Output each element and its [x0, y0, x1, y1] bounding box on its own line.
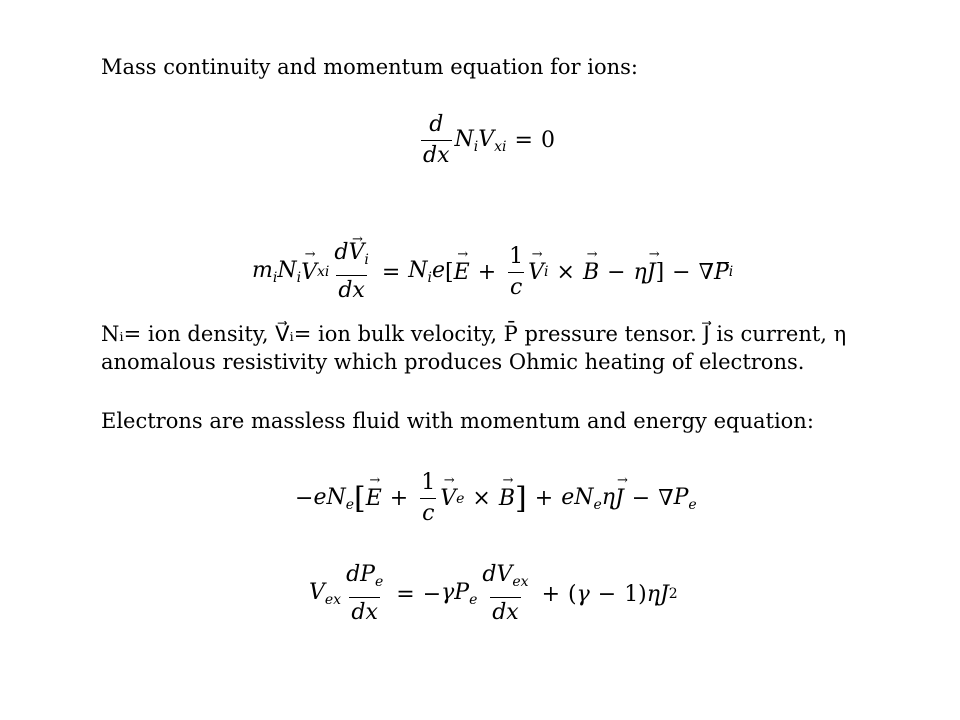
- definitions-line-1: Nᵢ= ion density, V⃗ᵢ= ion bulk velocity, P̄ pressure tensor. J⃗ is current, η: [101, 322, 847, 346]
- ion-momentum-equation: $m_iN_i$ → V xi $\frac{d\to V_i}{dx}$ = $N_ie$ [ → E + $\frac{1}{c}$ → V i × → B − η → J ] − ∇ P i: [252, 240, 733, 304]
- definitions-line-2: anomalous resistivity which produces Ohmic heating of electrons.: [101, 350, 805, 374]
- ions-intro-text: Mass continuity and momentum equation for ions:: [101, 55, 638, 79]
- electron-momentum-equation: − $eN_e$ [ → E + $\frac{1}{c}$ → V e × → B ] + $eN_e\eta$ → J − ∇ $P_e$: [295, 470, 697, 527]
- d-dx-fraction: $\frac{d}{dx}$: [423, 112, 450, 168]
- dvi-dx-fraction: $\frac{d\to V_i}{dx}$: [332, 240, 370, 304]
- electrons-intro-text: Electrons are massless fluid with momentum and energy equation:: [101, 409, 814, 433]
- electron-energy-equation: $V_{ex}$ $\frac{dP_e}{dx}$ = − $\gamma P_e$ $\frac{dV_{ex}}{dx}$ + ( γ − 1) ηJ 2: [309, 562, 678, 625]
- continuity-equation: $\frac{d}{dx}$ $N_iV_{xi}$ = 0: [423, 112, 555, 168]
